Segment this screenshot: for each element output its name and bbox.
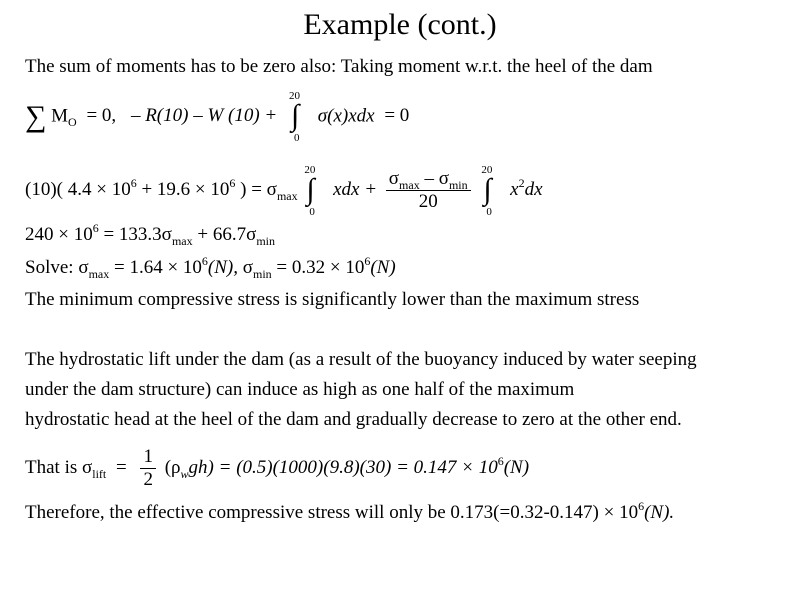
lift-rest: gh) = (0.5)(1000)(9.8)(30) = 0.147 × 10 xyxy=(188,456,498,478)
final-exp: 6 xyxy=(638,499,645,513)
lift-unit: (N) xyxy=(503,456,530,478)
integral-upper-limit: 20 xyxy=(481,163,493,176)
integral-symbol: ∫ xyxy=(306,172,315,206)
eq2-sub-max: max xyxy=(276,188,298,203)
final-text: Therefore, the effective compressive stress will only be 0.173(=0.32-0.147) × 10 xyxy=(25,502,639,523)
equation-moment-sum xyxy=(25,90,414,144)
solve-sigma-max-exp: 6 xyxy=(201,254,208,268)
integral-lower-limit: 0 xyxy=(294,132,300,144)
solve-sigma-min-exp: 6 xyxy=(364,254,371,268)
final-conclusion xyxy=(25,499,675,524)
summation-symbol: ∑ xyxy=(25,100,47,133)
eq2-fraction-numerator: $\sigma_{max} - \sigma_{min}$ xyxy=(386,168,471,191)
eq2-integrand-2-exp: 2 xyxy=(518,175,525,190)
eq2-integrand-2: x xyxy=(510,178,519,200)
solve-line xyxy=(25,254,396,281)
lift-fraction xyxy=(140,446,156,491)
paragraph-lift-line-2: under the dam structure) can induce as high as one half of the maximum xyxy=(25,379,575,400)
eq2-left: (10)( 4.4 × 10 xyxy=(25,178,131,200)
lift-exp: 6 xyxy=(497,453,504,468)
solve-sigma-max: σ xyxy=(78,257,89,278)
eq3-sub-max: max xyxy=(171,234,193,248)
eq2-integrand-1: xdx + xyxy=(333,178,378,200)
lift-fraction-numerator: 1 xyxy=(140,446,156,469)
eq2-exp-a: 6 xyxy=(130,175,137,190)
integral-upper-limit: 20 xyxy=(304,163,316,176)
eq1-equals-zero: = 0, xyxy=(86,105,117,127)
integral-symbol: ∫ xyxy=(291,99,300,132)
eq2-close: ) = σ xyxy=(235,178,277,200)
slide-title: Example (cont.) xyxy=(303,8,497,41)
eq3-exp: 6 xyxy=(92,221,99,235)
lift-label: That is xyxy=(25,456,78,478)
lift-rho-open: (ρ xyxy=(164,456,181,478)
moment-subscript: O xyxy=(68,115,77,130)
eq2-integrand-2-dx: dx xyxy=(524,178,543,200)
equation-moment-expanded xyxy=(25,163,543,218)
lift-fraction-denominator: 2 xyxy=(143,469,153,490)
integral-symbol: ∫ xyxy=(483,172,492,206)
lift-equals: = xyxy=(116,456,127,478)
eq3-sub-min: min xyxy=(256,234,275,248)
solve-sigma-max-unit: (N), xyxy=(207,257,238,278)
integral-sign xyxy=(304,163,324,218)
solve-sigma-min-sub: min xyxy=(253,267,272,281)
lift-sigma: σ xyxy=(82,456,93,478)
eq2-fraction xyxy=(386,168,471,213)
solve-sigma-max-val: = 1.64 × 10 xyxy=(109,257,202,278)
eq2-exp-b: 6 xyxy=(229,175,236,190)
eq3-plus: + 66.7σ xyxy=(192,224,257,245)
final-unit: (N). xyxy=(644,502,675,523)
intro-text: The sum of moments has to be zero also: Taking moment w.r.t. the heel of the dam xyxy=(25,56,653,77)
equation-simplified xyxy=(25,221,275,248)
eq2-mid: + 19.6 × 10 xyxy=(136,178,230,200)
moment-M: M xyxy=(51,105,69,127)
paragraph-lift-line-3: hydrostatic head at the heel of the dam and gradually decrease to zero at the other end. xyxy=(25,409,682,430)
integral-lower-limit: 0 xyxy=(309,205,315,218)
lift-rho-sub: w xyxy=(180,466,189,481)
eq1-rhs: = 0 xyxy=(384,105,410,127)
paragraph-min-stress: The minimum compressive stress is significantly lower than the maximum stress xyxy=(25,289,640,310)
integral-sign xyxy=(289,90,309,144)
solve-label: Solve: xyxy=(25,257,74,278)
eq2-fraction-denominator: 20 xyxy=(418,191,438,212)
eq3-rest: = 133.3σ xyxy=(98,224,172,245)
integral-sign xyxy=(481,163,501,218)
solve-sigma-max-sub: max xyxy=(88,267,110,281)
integral-upper-limit: 20 xyxy=(289,90,301,102)
eq1-integrand: σ(x)xdx xyxy=(317,105,375,127)
solve-sigma-min: σ xyxy=(242,257,253,278)
lift-sigma-sub: lift xyxy=(92,466,107,481)
solve-sigma-min-unit: (N) xyxy=(370,257,396,278)
equation-lift xyxy=(25,446,529,491)
integral-lower-limit: 0 xyxy=(486,205,492,218)
solve-sigma-min-val: = 0.32 × 10 xyxy=(271,257,365,278)
eq1-terms: – R(10) – W (10) + xyxy=(130,105,278,127)
eq3-left: 240 × 10 xyxy=(25,224,93,245)
paragraph-lift-line-1: The hydrostatic lift under the dam (as a result of the buoyancy induced by water seeping xyxy=(25,349,697,370)
